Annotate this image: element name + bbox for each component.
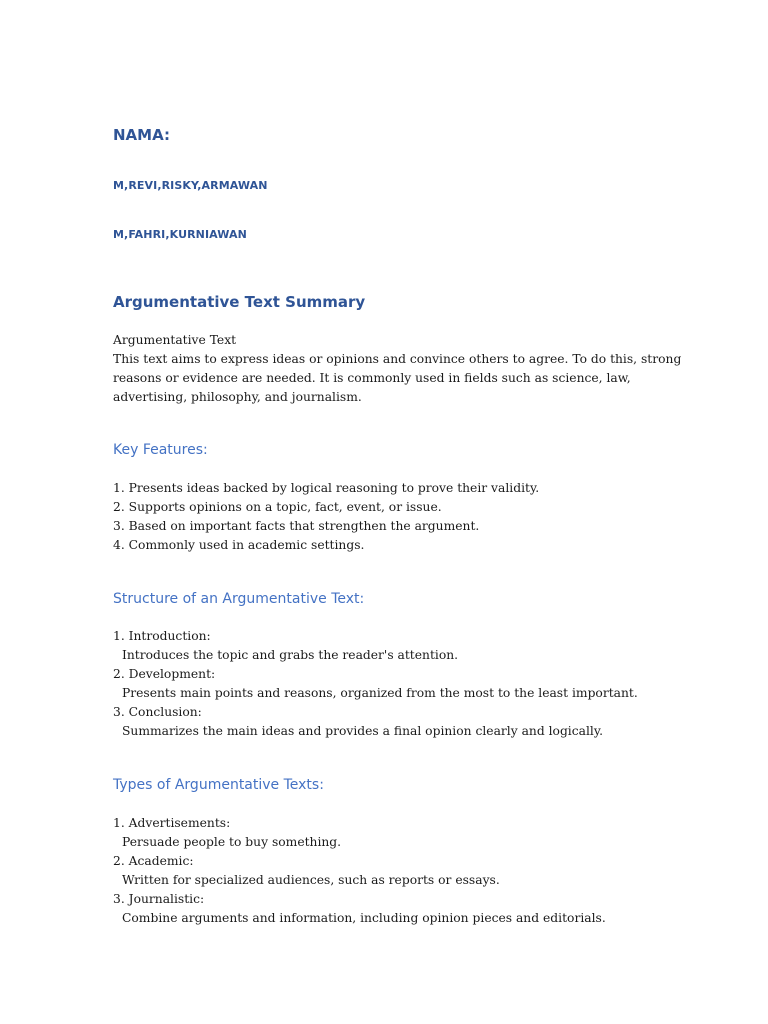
key-features-list: [113, 479, 539, 555]
types-list: [113, 814, 606, 928]
key-features-heading: Key Features:: [113, 442, 208, 458]
structure-heading: Structure of an Argumentative Text:: [113, 591, 365, 607]
member-name-1: M,REVI,RISKY,ARMAWAN: [113, 179, 268, 192]
intro-paragraph: [113, 331, 681, 407]
name-label: NAMA:: [113, 126, 170, 144]
document-title: Argumentative Text Summary: [113, 293, 366, 311]
list-item-label: 3. Conclusion:: [113, 705, 202, 719]
intro-line: This text aims to express ideas or opinions and convince others to agree. To do this, strong: [113, 352, 682, 366]
intro-line: advertising, philosophy, and journalism.: [113, 390, 362, 404]
list-item-desc: Combine arguments and information, including opinion pieces and editorials.: [122, 911, 606, 925]
member-name-2: M,FAHRI,KURNIAWAN: [113, 228, 247, 241]
list-item-desc: Written for specialized audiences, such as reports or essays.: [122, 873, 500, 887]
types-heading: Types of Argumentative Texts:: [113, 777, 324, 793]
list-item: 4. Commonly used in academic settings.: [113, 538, 365, 552]
list-item-desc: Summarizes the main ideas and provides a final opinion clearly and logically.: [122, 724, 604, 738]
list-item-label: 2. Academic:: [113, 854, 194, 868]
list-item-label: 1. Introduction:: [113, 629, 211, 643]
intro-line: Argumentative Text: [113, 333, 237, 347]
list-item: 2. Supports opinions on a topic, fact, event, or issue.: [113, 500, 442, 514]
list-item-desc: Presents main points and reasons, organized from the most to the least important.: [122, 686, 638, 700]
list-item-desc: Persuade people to buy something.: [122, 835, 342, 849]
intro-line: reasons or evidence are needed. It is commonly used in fields such as science, law,: [113, 371, 631, 385]
structure-list: [113, 627, 638, 741]
list-item: 1. Presents ideas backed by logical reasoning to prove their validity.: [113, 481, 540, 495]
list-item-desc: Introduces the topic and grabs the reader's attention.: [122, 648, 459, 662]
list-item-label: 1. Advertisements:: [113, 816, 231, 830]
list-item: 3. Based on important facts that strengthen the argument.: [113, 519, 480, 533]
list-item-label: 2. Development:: [113, 667, 216, 681]
list-item-label: 3. Journalistic:: [113, 892, 205, 906]
